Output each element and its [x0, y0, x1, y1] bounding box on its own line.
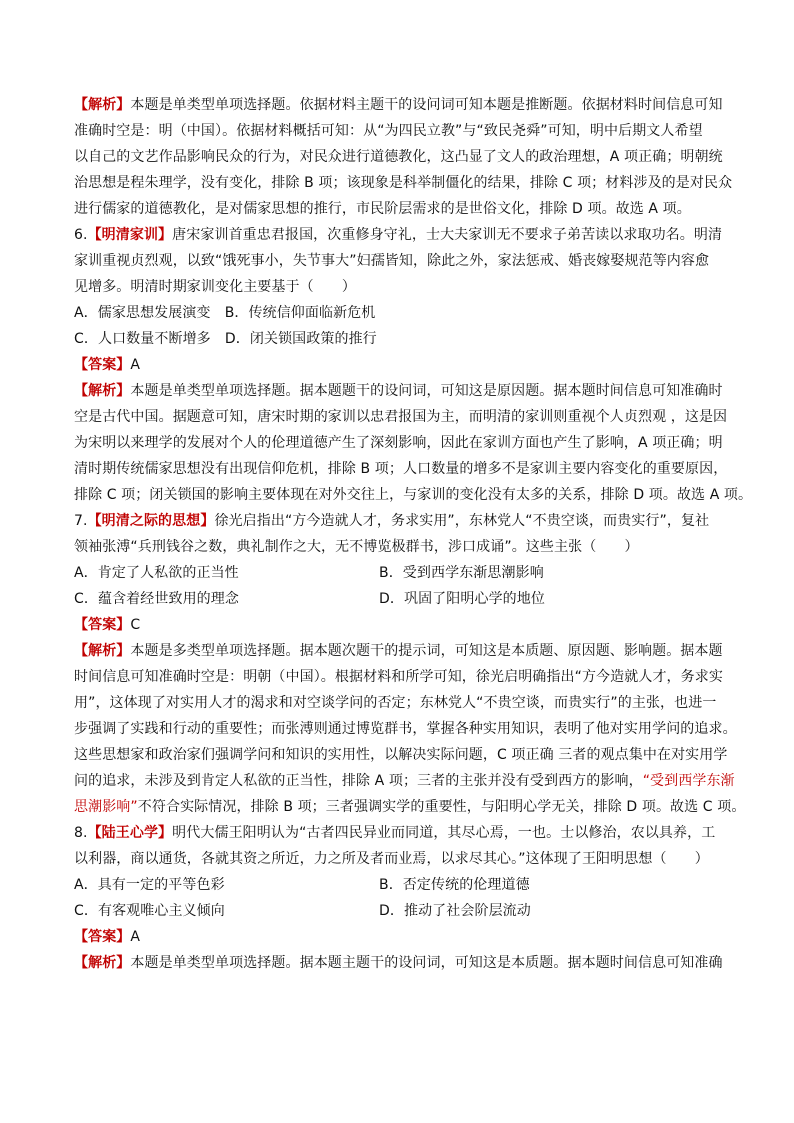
q5-analysis-line-1: 【解析】本题是单类型单项选择题。依据材料主题干的设问词可知本题是推断题。依据材料时间信息可知 [74, 97, 723, 113]
answer-label: 【答案】 [74, 617, 131, 633]
highlighted-phrase: 思潮影响” [74, 799, 138, 815]
q7-analysis-line-6: 问的追求，未涉及到肯定人私欲的正当性，排除 A 项；三者的主张并没有受到西方的影响，“受到西学东渐 [74, 773, 735, 789]
highlighted-phrase: “受到西学东渐 [642, 773, 735, 789]
q8-options-row-2 [74, 898, 722, 924]
option-b: B．受到西学东渐思潮影响 [379, 565, 544, 581]
answer-value: A [130, 929, 141, 945]
option-a: A．具有一定的平等色彩 [74, 877, 225, 893]
q6-options-row-2 [74, 326, 722, 352]
q6-options-row-1 [74, 300, 722, 326]
option-d: D．闭关锁国政策的推行 [224, 331, 377, 347]
q7-analysis-line-1: 【解析】本题是多类型单项选择题。据本题次题干的提示词，可知这是本质题、原因题、影响题。据本题 [74, 643, 723, 659]
q8-analysis-line-1: 【解析】本题是单类型单项选择题。据本题主题干的设问词，可知这是本质题。据本题时间信息可知准确 [74, 955, 723, 971]
q7-options-row-1 [74, 560, 722, 586]
q5-analysis-line-2: 准确时空是：明（中国）。依据材料概括可知：从“为四民立教”与“致民尧舜”可知，明中后期文人希望 [74, 123, 703, 139]
q7-analysis-line-2: 时间信息可知准确时空是：明朝（中国）。根据材料和所学可知，徐光启明确指出“方今造就人才，务求实 [74, 669, 723, 685]
answer-value: A [130, 357, 141, 373]
q6-analysis-line-1: 【解析】本题是单类型单项选择题。据本题题干的设问词，可知这是原因题。据本题时间信息可知准确时 [74, 383, 723, 399]
q7-analysis-line-7: 思潮影响”不符合实际情况，排除 B 项；三者强调实学的重要性，与阳明心学无关，排除 D 项。故选 C 项。 [74, 799, 746, 815]
q7-stem-line-1: 7.【明清之际的思想】徐光启指出“方今造就人才，务求实用”，东林党人“不贵空谈，而贵实行”，复社 [74, 513, 710, 529]
question-number: 8. [74, 825, 88, 841]
q7-options-row-2 [74, 586, 722, 612]
q5-analysis-line-4: 治思想是程朱理学，没有变化，排除 B 项；该现象是科举制僵化的结果，排除 C 项；材料涉及的是对民众 [74, 175, 733, 191]
q6-analysis-line-3: 为宋明以来理学的发展对个人的伦理道德产生了深刻影响，因此在家训方面也产生了影响，A 项正确；明 [74, 435, 723, 451]
q8-stem-line-2: 以利器，商以通货，各就其资之所近，力之所及者而业焉，以求尽其心。”这体现了王阳明思想（ ） [74, 851, 709, 867]
q6-stem-line-2: 家训重视贞烈观，以致“饿死事小，失节事大”妇孺皆知，除此之外，家法惩戒、婚丧嫁娶规范等内容愈 [74, 253, 710, 269]
q7-analysis-line-3: 用”，这体现了对实用人才的渴求和对空谈学问的否定；东林党人“不贵空谈，而贵实行”的主张，也进一 [74, 695, 717, 711]
option-b: B．否定传统的伦理道德 [379, 877, 530, 893]
q5-analysis-line-5: 进行儒家的道德教化，是对儒家思想的推行，市民阶层需求的是世俗文化，排除 D 项。故选 A 项。 [74, 201, 691, 217]
option-d: D．推动了社会阶层流动 [379, 903, 531, 919]
answer-label: 【答案】 [74, 929, 131, 945]
q6-stem-line-3: 见增多。明清时期家训变化主要基于（ ） [74, 279, 356, 295]
analysis-label: 【解析】 [74, 97, 131, 113]
q8-stem-line-1: 8.【陆王心学】明代大儒王阳明认为“古者四民异业而同道，其尽心焉，一也。士以修治，农以具养，工 [74, 825, 716, 841]
question-number: 6. [74, 227, 88, 243]
question-tag: 【陆王心学】 [87, 825, 173, 841]
option-d: D．巩固了阳明心学的地位 [379, 591, 545, 607]
q8-answer [74, 924, 722, 950]
q8-options-row-1 [74, 872, 722, 898]
q7-answer [74, 612, 722, 638]
content-body [74, 92, 753, 976]
option-c: C．蕴含着经世致用的理念 [74, 591, 239, 607]
q6-stem-line-1: 6.【明清家训】唐宋家训首重忠君报国，次重修身守礼，士大夫家训无不要求子弟苦读以求取功名。明清 [74, 227, 723, 243]
q7-stem-line-2: 领袖张溥“兵刑钱谷之数，典礼制作之大，无不博览极群书，涉口成诵”。这些主张（ ） [74, 539, 639, 555]
q6-answer [74, 352, 722, 378]
option-b: B．传统信仰面临新危机 [224, 305, 376, 321]
option-c: C．人口数量不断增多 [74, 331, 211, 347]
analysis-label: 【解析】 [74, 383, 131, 399]
q7-analysis-line-4: 步强调了实践和行动的重要性；而张溥则通过博览群书，掌握各种实用知识，表明了他对实用学问的追求。 [74, 721, 737, 737]
option-a: A．肯定了人私欲的正当性 [74, 565, 239, 581]
q6-analysis-line-2: 空是古代中国。据题意可知，唐宋时期的家训以忠君报国为主，而明清的家训则重视个人贞烈观 ，这是因 [74, 409, 728, 425]
q6-analysis-line-4: 清时期传统儒家思想没有出现信仰危机，排除 B 项；人口数量的增多不是家训主要内容变化的重要原因， [74, 461, 728, 477]
question-tag: 【明清家训】 [87, 227, 173, 243]
answer-value: C [130, 617, 141, 633]
q6-analysis-line-5: 排除 C 项；闭关锁国的影响主要体现在对外交往上，与家训的变化没有太多的关系，排除 D 项。故选 A 项。 [74, 487, 753, 503]
question-number: 7. [74, 513, 88, 529]
option-c: C．有客观唯心主义倾向 [74, 903, 225, 919]
analysis-label: 【解析】 [74, 643, 131, 659]
q5-analysis-line-3: 以自己的文艺作品影响民众的行为，对民众进行道德教化，这凸显了文人的政治理想，A 项正确；明朝统 [74, 149, 723, 165]
q7-analysis-line-5: 这些思想家和政治家们强调学问和知识的实用性，以解决实际问题，C 项正确 三者的观点集中在对实用学 [74, 747, 728, 763]
question-tag: 【明清之际的思想】 [87, 513, 215, 529]
option-a: A．儒家思想发展演变 [74, 305, 211, 321]
answer-label: 【答案】 [74, 357, 131, 373]
analysis-label: 【解析】 [74, 955, 131, 971]
